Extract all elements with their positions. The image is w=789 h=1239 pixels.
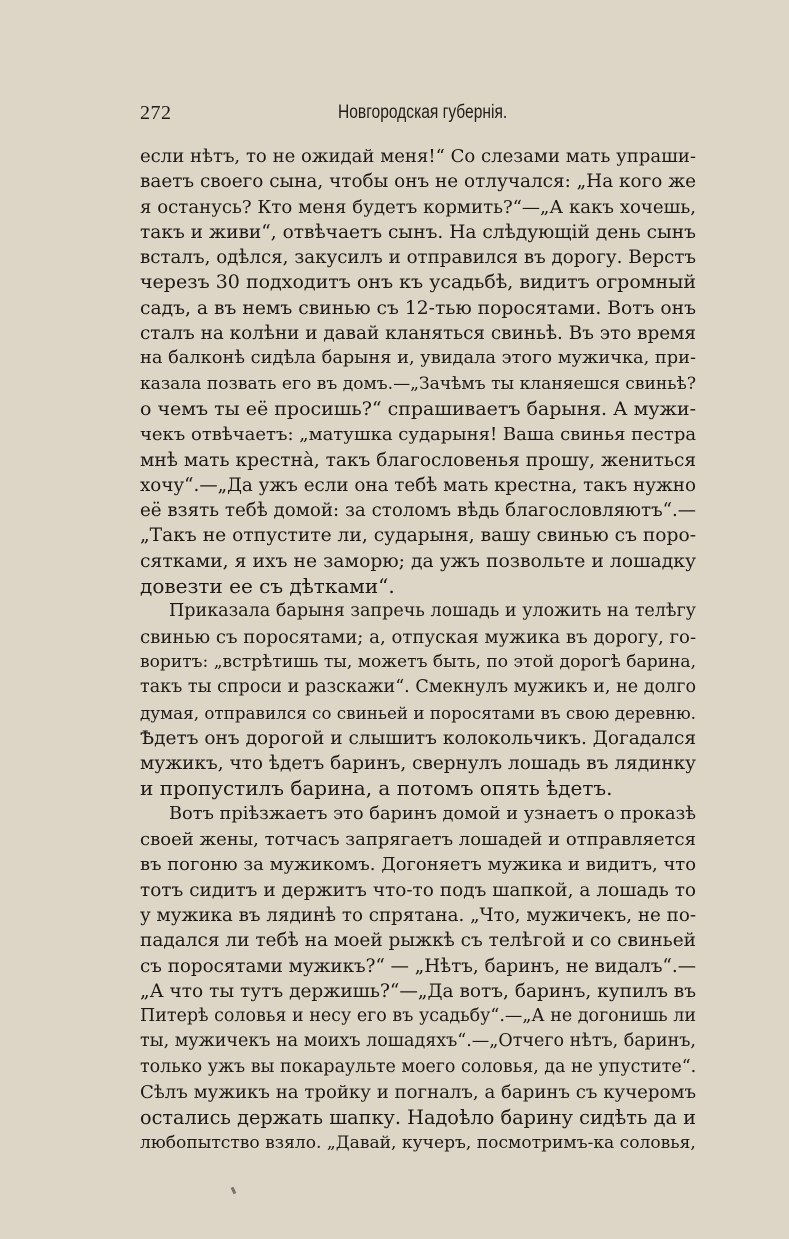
text-line: своей жены, тотчасъ запрягаетъ лошадей и отправляется	[140, 829, 696, 851]
text-line: черезъ 30 подходитъ онъ къ усадьбѣ, видитъ огромный	[140, 271, 696, 294]
text-line: тотъ сидитъ и держитъ что-то подъ шапкой, а лошадь то	[140, 879, 696, 901]
text-line: думая, отправился со свиньей и поросятами въ свою деревню.	[140, 702, 696, 723]
text-line: и пропустилъ барина, а потомъ опять ѣдетъ.	[140, 776, 613, 801]
text-line: довезти ее съ дѣтками“.	[140, 574, 395, 599]
text-line: хочу“.—„Да ужъ если она тебѣ мать крестна, такъ нужно	[140, 474, 696, 496]
text-line: воритъ: „встрѣтишь ты, можетъ быть, по этой дорогѣ барина,	[140, 651, 696, 672]
text-line: я останусь? Кто меня будетъ кормить?“—„А какъ хочешь,	[140, 196, 696, 218]
body-text	[140, 144, 696, 1156]
text-line: Приказала барыня запречь лошадь и уложить на телѣгу	[169, 601, 696, 622]
text-line: Питерѣ соловья и несу его въ усадьбу“.—„А не догонишь ли	[140, 1006, 696, 1027]
text-line: любопытство взяло. „Давай, кучеръ, посмотримъ-ка соловья,	[140, 1132, 696, 1153]
text-line: мужикъ, что ѣдетъ баринъ, свернулъ лошадь въ лядинку	[140, 753, 696, 775]
text-line: „Такъ не отпустите ли, сударыня, вашу свинью съ поро-	[140, 525, 696, 547]
text-line: её взять тебѣ домой: за столомъ вѣдь благословляютъ“.—	[140, 500, 696, 522]
text-line: только ужъ вы покараульте моего соловья, да не упустите“.	[140, 1056, 696, 1077]
text-line: такъ ты спроси и разскажи“. Смекнулъ мужикъ и, не долго	[140, 677, 696, 698]
text-line: сятками, я ихъ не заморю; да ужъ позвольте и лошадку	[140, 550, 696, 572]
text-line: Сѣлъ мужикъ на тройку и погналъ, а баринъ съ кучеромъ	[140, 1081, 696, 1103]
text-line: падался ли тебѣ на моей рыжкѣ съ телѣгой и со свиньей	[140, 930, 696, 952]
page-header	[140, 102, 700, 130]
text-line: съ поросятами мужикъ?“ — „Нѣтъ, баринъ, не видалъ“.—	[140, 955, 696, 977]
text-line: такъ и живи“, отвѣчаетъ сынъ. На слѣдующій день сынъ	[140, 221, 696, 243]
print-mark	[231, 1187, 237, 1195]
text-line: у мужика въ лядинѣ то спрятана. „Что, мужичекъ, не по-	[140, 904, 696, 926]
text-line: если нѣтъ, то не ожидай меня!“ Со слезами мать упраши-	[140, 146, 696, 167]
text-line: на балконѣ сидѣла барыня и, увидала этого мужичка, при-	[140, 348, 696, 369]
text-line: свинью съ поросятами; а, отпуская мужика въ дорогу, го-	[140, 626, 696, 648]
text-line: въ погоню за мужикомъ. Догоняетъ мужика и видитъ, что	[140, 854, 696, 876]
text-line: казала позвать его въ домъ.—„Зачѣмъ ты кланяешся свиньѣ?	[140, 373, 696, 394]
text-line: чекъ отвѣчаетъ: „матушка сударыня! Ваша свинья пестра	[140, 424, 696, 446]
text-line: о чемъ ты её просишь?“ спрашиваетъ барыня. А мужи-	[140, 397, 696, 420]
text-line: остались держать шапку. Надоѣло барину сидѣть да и	[140, 1106, 696, 1130]
text-line: садъ, а въ немъ свинью съ 12-тью поросятами. Вотъ онъ	[140, 297, 696, 319]
text-line: всталъ, одѣлся, закусилъ и отправился въ дорогу. Верстъ	[140, 247, 696, 269]
running-title: Новгородская губернія.	[338, 102, 508, 123]
text-line: Вотъ пріѣзжаетъ это баринъ домой и узнаетъ о проказѣ	[169, 803, 696, 824]
text-line: Ѣдетъ онъ дорогой и слышитъ колокольчикъ. Догадался	[140, 727, 696, 749]
page-number: 272	[140, 102, 172, 124]
text-line: ваетъ своего сына, чтобы онъ не отлучался: „На кого же	[140, 171, 696, 193]
text-line: „А что ты тутъ держишь?“—„Да вотъ, баринъ, купилъ въ	[140, 980, 696, 1002]
text-line: сталъ на колѣни и давай кланяться свиньѣ. Въ это время	[140, 323, 696, 345]
text-line: ты, мужичекъ на моихъ лошадяхъ“.—„Отчего нѣтъ, баринъ,	[140, 1031, 696, 1052]
text-line: мнѣ мать крестна̀, такъ благословенья прошу, жениться	[140, 449, 696, 471]
